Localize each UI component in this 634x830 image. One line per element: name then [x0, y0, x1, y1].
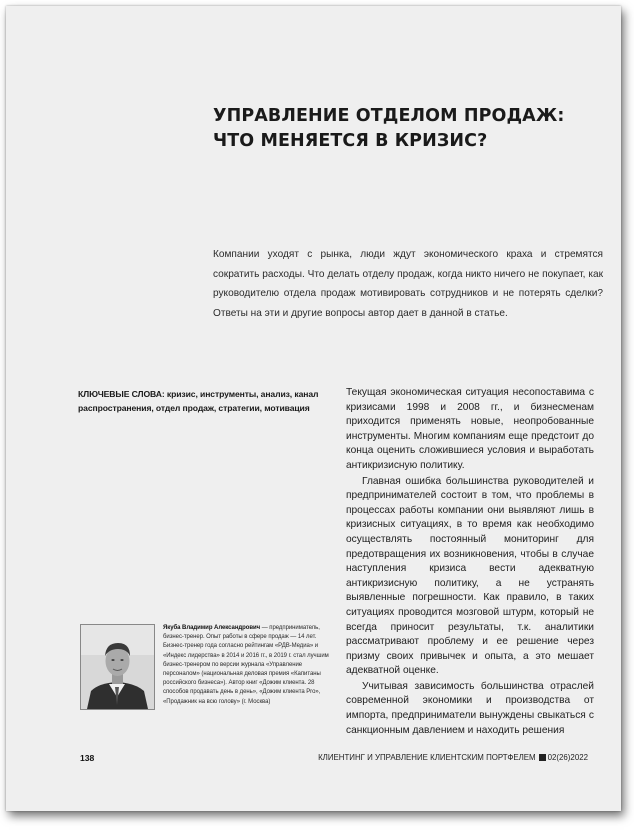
keywords-text: кризис, инструменты, анализ, канал распространения, отдел продаж, стратегии, мотивация	[78, 389, 319, 413]
lead-paragraph: Компании уходят с рынка, люди ждут экономического краха и стремятся сократить расходы. Что делать отделу продаж, когда никто ничего не покупает, как руководителю отдела продаж мотивировать сотрудников и не потерять сделки? Ответы на эти и другие вопросы автор дает в данной в статье.	[213, 249, 603, 319]
body-paragraph-2: Главная ошибка большинства руководителей и предпринимателей состоит в том, что проблемы в процессах работы компании они выявляют лишь в кризисных ситуациях, в то время как необходимо осуществлять постоянный мониторинг для предотвращения их возникновения, чтобы в случае наступления кризиса вести адекватную антикризисную политику, а не устранять выявленные погрешности. Как правило, в таких ситуациях проводится мозговой штурм, который не всегда приносит результаты, т.к. аналитики рассматривают проблему и ее решение через призму своих привычек и опыта, а это мешает адекватной оценке.	[346, 475, 594, 677]
article-title	[213, 104, 593, 154]
square-bullet-icon	[539, 754, 546, 761]
body-paragraph-1: Текущая экономическая ситуация несопоставима с кризисами 1998 и 2008 гг., и бизнесменам приходится применять новые, неопробованные инструменты. Многим компаниям еще предстоит до конца оценить сложившиеся условия и выработать антикризисную политику.	[346, 387, 594, 471]
keywords	[78, 388, 324, 415]
magazine-page	[6, 6, 621, 811]
journal-name: КЛИЕНТИНГ И УПРАВЛЕНИЕ КЛИЕНТСКИМ ПОРТФЕЛЕМ	[318, 753, 536, 762]
author-description: — предприниматель, бизнес-тренер. Опыт работы в сфере продаж — 14 лет. Бизнес-тренер года согласно рейтингам «РДВ-Медиа» и «Индекс лидерства» в 2014 и 2016 гг., в 2019 г. стал лучшим бизнес-тренером по версии журнала «Управление персоналом» (национальная деловая премия «Капитаны российского бизнеса»). Автор книг «Дожим клиента. 28 способов продавать день в день», «Дожим клиента Pro», «Продажник на всю голову» (г. Москва)	[163, 625, 329, 705]
author-bio	[163, 624, 331, 707]
body-paragraph-3: Учитывая зависимость большинства отраслей современной экономики и производства от импорта, предприниматели вынуждены свыкаться с санкционным давлением и находить решения	[346, 680, 594, 736]
title-line-1: УПРАВЛЕНИЕ ОТДЕЛОМ ПРОДАЖ:	[213, 106, 565, 126]
running-footer	[318, 753, 588, 762]
author-photo	[80, 624, 155, 710]
title-line-2: ЧТО МЕНЯЕТСЯ В КРИЗИС?	[213, 131, 488, 151]
issue-number: 02(26)2022	[547, 753, 588, 762]
author-name: Якуба Владимир Александрович	[163, 625, 261, 631]
page-number: 138	[80, 753, 95, 763]
author-portrait-image	[81, 625, 154, 709]
keywords-label: КЛЮЧЕВЫЕ СЛОВА:	[78, 389, 165, 399]
body-text-column	[346, 386, 594, 738]
